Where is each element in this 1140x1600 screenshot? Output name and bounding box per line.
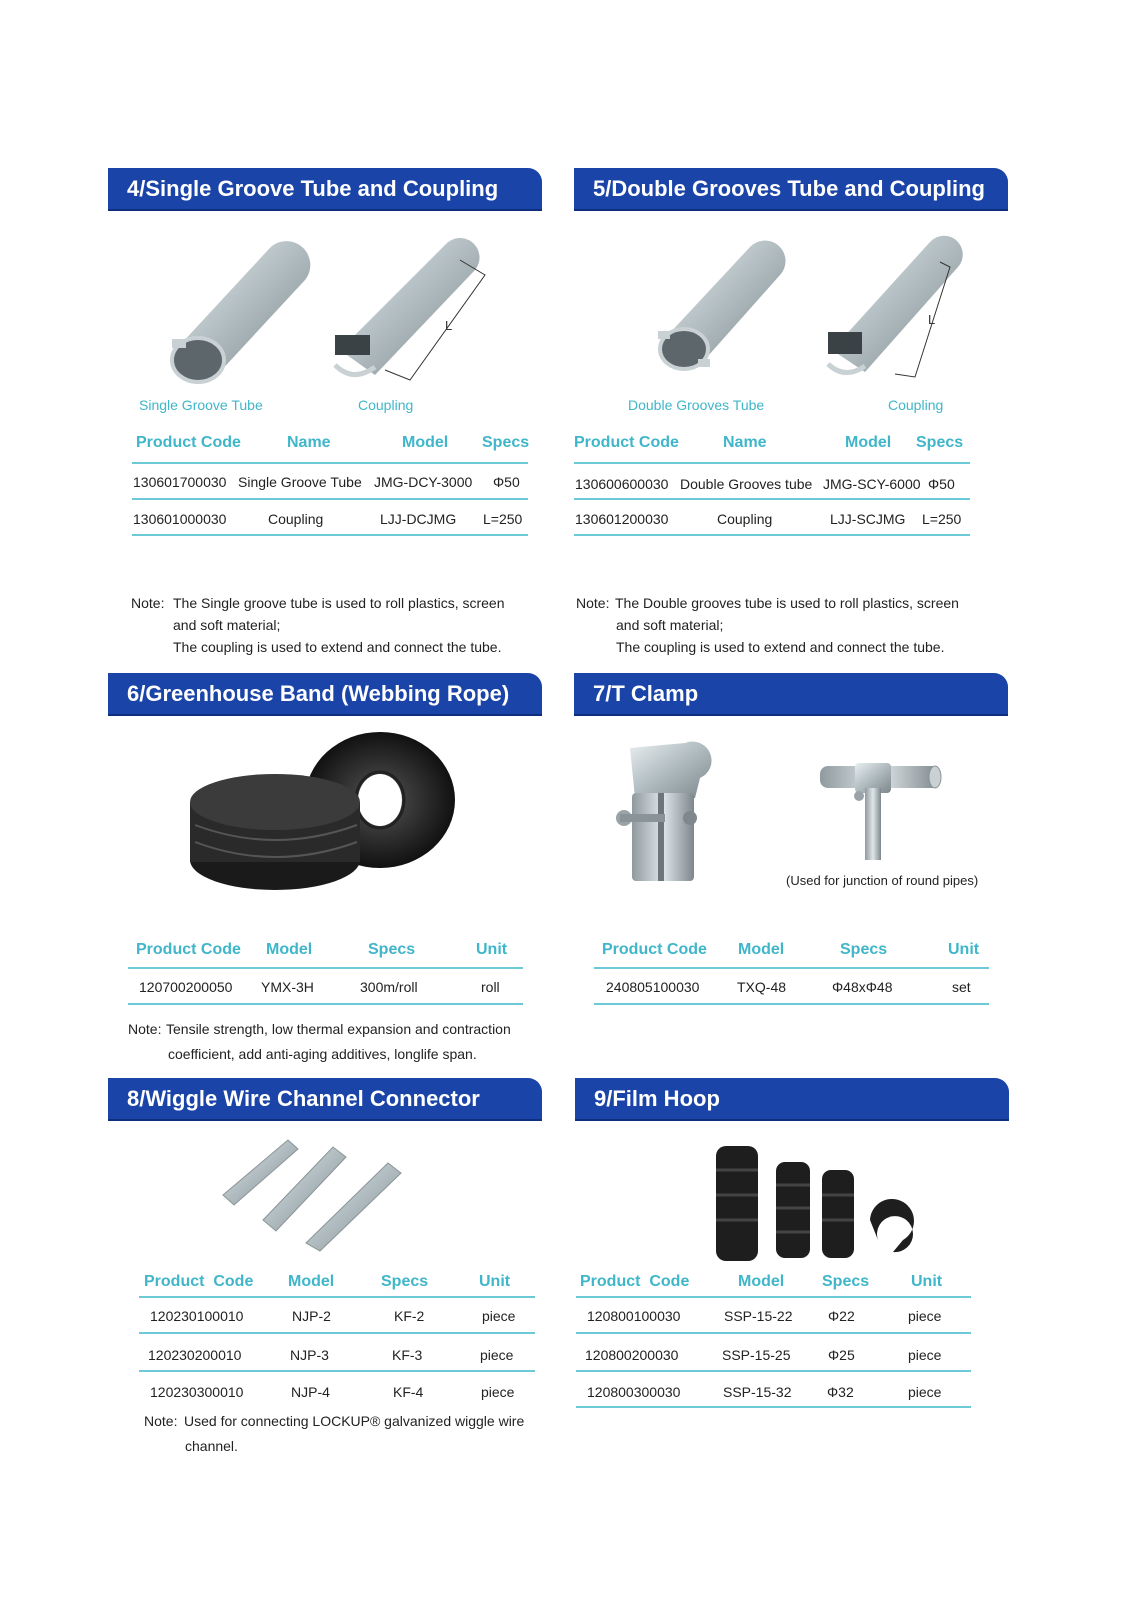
section-5-banner	[574, 168, 1008, 209]
s8-r1-specs: KF-2	[394, 1308, 425, 1324]
s9-header-model: Model	[738, 1273, 785, 1290]
s6-rule-2	[128, 1003, 523, 1005]
s4-rule-2	[132, 498, 528, 500]
webbing-rope-image	[185, 730, 465, 895]
section-6-title: 6/Greenhouse Band (Webbing Rope)	[127, 681, 510, 706]
s7-header-unit: Unit	[948, 941, 980, 958]
s8-r3-specs: KF-4	[393, 1384, 424, 1400]
s6-header-unit: Unit	[476, 941, 508, 958]
s8-r3-code: 120230300010	[150, 1384, 244, 1400]
s8-note-line-1: Used for connecting LOCKUP® galvanized wiggle wire	[184, 1413, 525, 1429]
section-7-banner	[574, 673, 1008, 714]
double-grooves-tube-image	[650, 235, 800, 375]
s4-header-model: Model	[402, 434, 449, 451]
s5-header-code: Product Code	[574, 434, 679, 451]
single-groove-coupling-image	[325, 235, 495, 385]
s5-rule-3	[574, 534, 970, 536]
s6-r1-unit: roll	[481, 979, 500, 995]
s6-header-specs: Specs	[368, 941, 416, 958]
section-7-title: 7/T Clamp	[593, 681, 699, 706]
s4-note-line-2: and soft material;	[173, 617, 281, 633]
s9-r1-specs: Φ22	[828, 1308, 855, 1324]
s4-header-name: Name	[287, 434, 331, 451]
s4-r2-model: LJJ-DCJMG	[380, 511, 457, 527]
s8-rule-1	[139, 1296, 535, 1298]
s8-r2-unit: piece	[480, 1347, 514, 1363]
s7-r1-specs: Φ48xΦ48	[832, 979, 893, 995]
s8-header-code: Product Code	[144, 1273, 254, 1290]
section-8-banner	[108, 1078, 542, 1119]
s4-header-code: Product Code	[136, 434, 241, 451]
s9-r1-model: SSP-15-22	[724, 1308, 793, 1324]
s7-r1-unit: set	[952, 979, 971, 995]
s5-r2-specs: L=250	[922, 511, 962, 527]
s6-note-line-2: coefficient, add anti-aging additives, longlife span.	[168, 1046, 477, 1062]
s4-note-line-3: The coupling is used to extend and connect the tube.	[173, 639, 502, 655]
s5-r1-code: 130600600030	[575, 476, 669, 492]
s5-header-name: Name	[723, 434, 767, 451]
s4-r2-name: Coupling	[268, 511, 324, 527]
s9-rule-2	[576, 1332, 971, 1334]
s9-rule-1	[576, 1296, 971, 1298]
s7-r1-model: TXQ-48	[737, 979, 787, 995]
s5-r2-name: Coupling	[717, 511, 773, 527]
s6-header-model: Model	[266, 941, 313, 958]
s5-r2-model: LJJ-SCJMG	[830, 511, 906, 527]
caption-coupling-s5: Coupling	[888, 397, 944, 413]
s5-r1-model: JMG-SCY-6000	[823, 476, 921, 492]
caption-double-grooves-tube: Double Grooves Tube	[628, 397, 765, 413]
s8-rule-2	[139, 1332, 535, 1334]
s4-r2-specs: L=250	[483, 511, 523, 527]
s6-rule-1	[128, 967, 523, 969]
s9-r2-unit: piece	[908, 1347, 942, 1363]
s8-rule-3	[139, 1370, 535, 1372]
single-groove-tube-image	[160, 235, 320, 385]
section-9-title: 9/Film Hoop	[594, 1086, 720, 1111]
s4-rule-1	[132, 462, 528, 464]
t-clamp-caption: (Used for junction of round pipes)	[786, 873, 979, 888]
s5-note-line-3: The coupling is used to extend and connect the tube.	[616, 639, 945, 655]
dimension-l-label-s5: L	[928, 312, 936, 327]
s8-header-model: Model	[288, 1273, 335, 1290]
s9-r3-model: SSP-15-32	[723, 1384, 792, 1400]
section-6-banner	[108, 673, 542, 714]
s5-note-line-1: The Double grooves tube is used to roll plastics, screen	[615, 595, 959, 611]
section-8-title: 8/Wiggle Wire Channel Connector	[127, 1086, 480, 1111]
s4-r2-code: 130601000030	[133, 511, 227, 527]
s8-header-specs: Specs	[381, 1273, 429, 1290]
s8-note-prefix: Note:	[144, 1413, 178, 1429]
caption-coupling-s4: Coupling	[358, 397, 414, 413]
wiggle-wire-connector-image	[218, 1135, 408, 1253]
s6-note-prefix: Note:	[128, 1021, 162, 1037]
s4-rule-3	[132, 534, 528, 536]
t-clamp-assembled-image	[815, 758, 945, 863]
s4-note-prefix: Note:	[131, 595, 165, 611]
s8-r1-unit: piece	[482, 1308, 516, 1324]
s4-r1-name: Single Groove Tube	[238, 474, 362, 490]
s7-rule-1	[594, 967, 989, 969]
s8-r3-model: NJP-4	[291, 1384, 330, 1400]
film-hoop-image	[708, 1140, 918, 1265]
s7-header-specs: Specs	[840, 941, 888, 958]
s9-header-code: Product Code	[580, 1273, 690, 1290]
s5-note-line-2: and soft material;	[616, 617, 724, 633]
s7-r1-code: 240805100030	[606, 979, 700, 995]
s4-header-specs: Specs	[482, 434, 530, 451]
s9-r1-code: 120800100030	[587, 1308, 681, 1324]
s9-rule-3	[576, 1370, 971, 1372]
s6-r1-model: YMX-3H	[261, 979, 314, 995]
s5-header-model: Model	[845, 434, 892, 451]
s8-header-unit: Unit	[479, 1273, 511, 1290]
section-4-banner	[108, 168, 542, 209]
t-clamp-image	[610, 738, 710, 888]
section-4-title: 4/Single Groove Tube and Coupling	[127, 176, 499, 201]
s5-r1-name: Double Grooves tube	[680, 476, 813, 492]
s5-note-prefix: Note:	[576, 595, 610, 611]
s9-header-specs: Specs	[822, 1273, 870, 1290]
s8-note-line-2: channel.	[185, 1438, 238, 1454]
s8-r1-code: 120230100010	[150, 1308, 244, 1324]
s5-rule-1	[574, 462, 970, 464]
s5-rule-2	[574, 498, 970, 500]
s9-r3-unit: piece	[908, 1384, 942, 1400]
s8-r2-model: NJP-3	[290, 1347, 329, 1363]
s4-note-line-1: The Single groove tube is used to roll plastics, screen	[173, 595, 505, 611]
s5-r2-code: 130601200030	[575, 511, 669, 527]
s4-r1-code: 130601700030	[133, 474, 227, 490]
s9-rule-4	[576, 1406, 971, 1408]
dimension-l-label-s4: L	[445, 318, 453, 333]
s9-header-unit: Unit	[911, 1273, 943, 1290]
s5-header-specs: Specs	[916, 434, 964, 451]
s7-header-model: Model	[738, 941, 785, 958]
s9-r2-specs: Φ25	[828, 1347, 855, 1363]
s6-header-code: Product Code	[136, 941, 241, 958]
s9-r2-code: 120800200030	[585, 1347, 679, 1363]
s4-r1-model: JMG-DCY-3000	[374, 474, 473, 490]
s7-header-code: Product Code	[602, 941, 707, 958]
s6-r1-code: 120700200050	[139, 979, 233, 995]
s5-r1-specs: Φ50	[928, 476, 955, 492]
s9-r3-code: 120800300030	[587, 1384, 681, 1400]
section-5-title: 5/Double Grooves Tube and Coupling	[593, 176, 985, 201]
section-9-banner	[575, 1078, 1009, 1119]
s9-r3-specs: Φ32	[827, 1384, 854, 1400]
s8-r2-specs: KF-3	[392, 1347, 423, 1363]
s4-r1-specs: Φ50	[493, 474, 520, 490]
s6-note-line-1: Tensile strength, low thermal expansion and contraction	[166, 1021, 511, 1037]
s8-r3-unit: piece	[481, 1384, 515, 1400]
caption-single-groove-tube: Single Groove Tube	[139, 397, 263, 413]
s7-rule-2	[594, 1003, 989, 1005]
s6-r1-specs: 300m/roll	[360, 979, 418, 995]
s9-r1-unit: piece	[908, 1308, 942, 1324]
double-grooves-coupling-image	[820, 232, 980, 382]
s8-r1-model: NJP-2	[292, 1308, 331, 1324]
s8-r2-code: 120230200010	[148, 1347, 242, 1363]
s9-r2-model: SSP-15-25	[722, 1347, 791, 1363]
